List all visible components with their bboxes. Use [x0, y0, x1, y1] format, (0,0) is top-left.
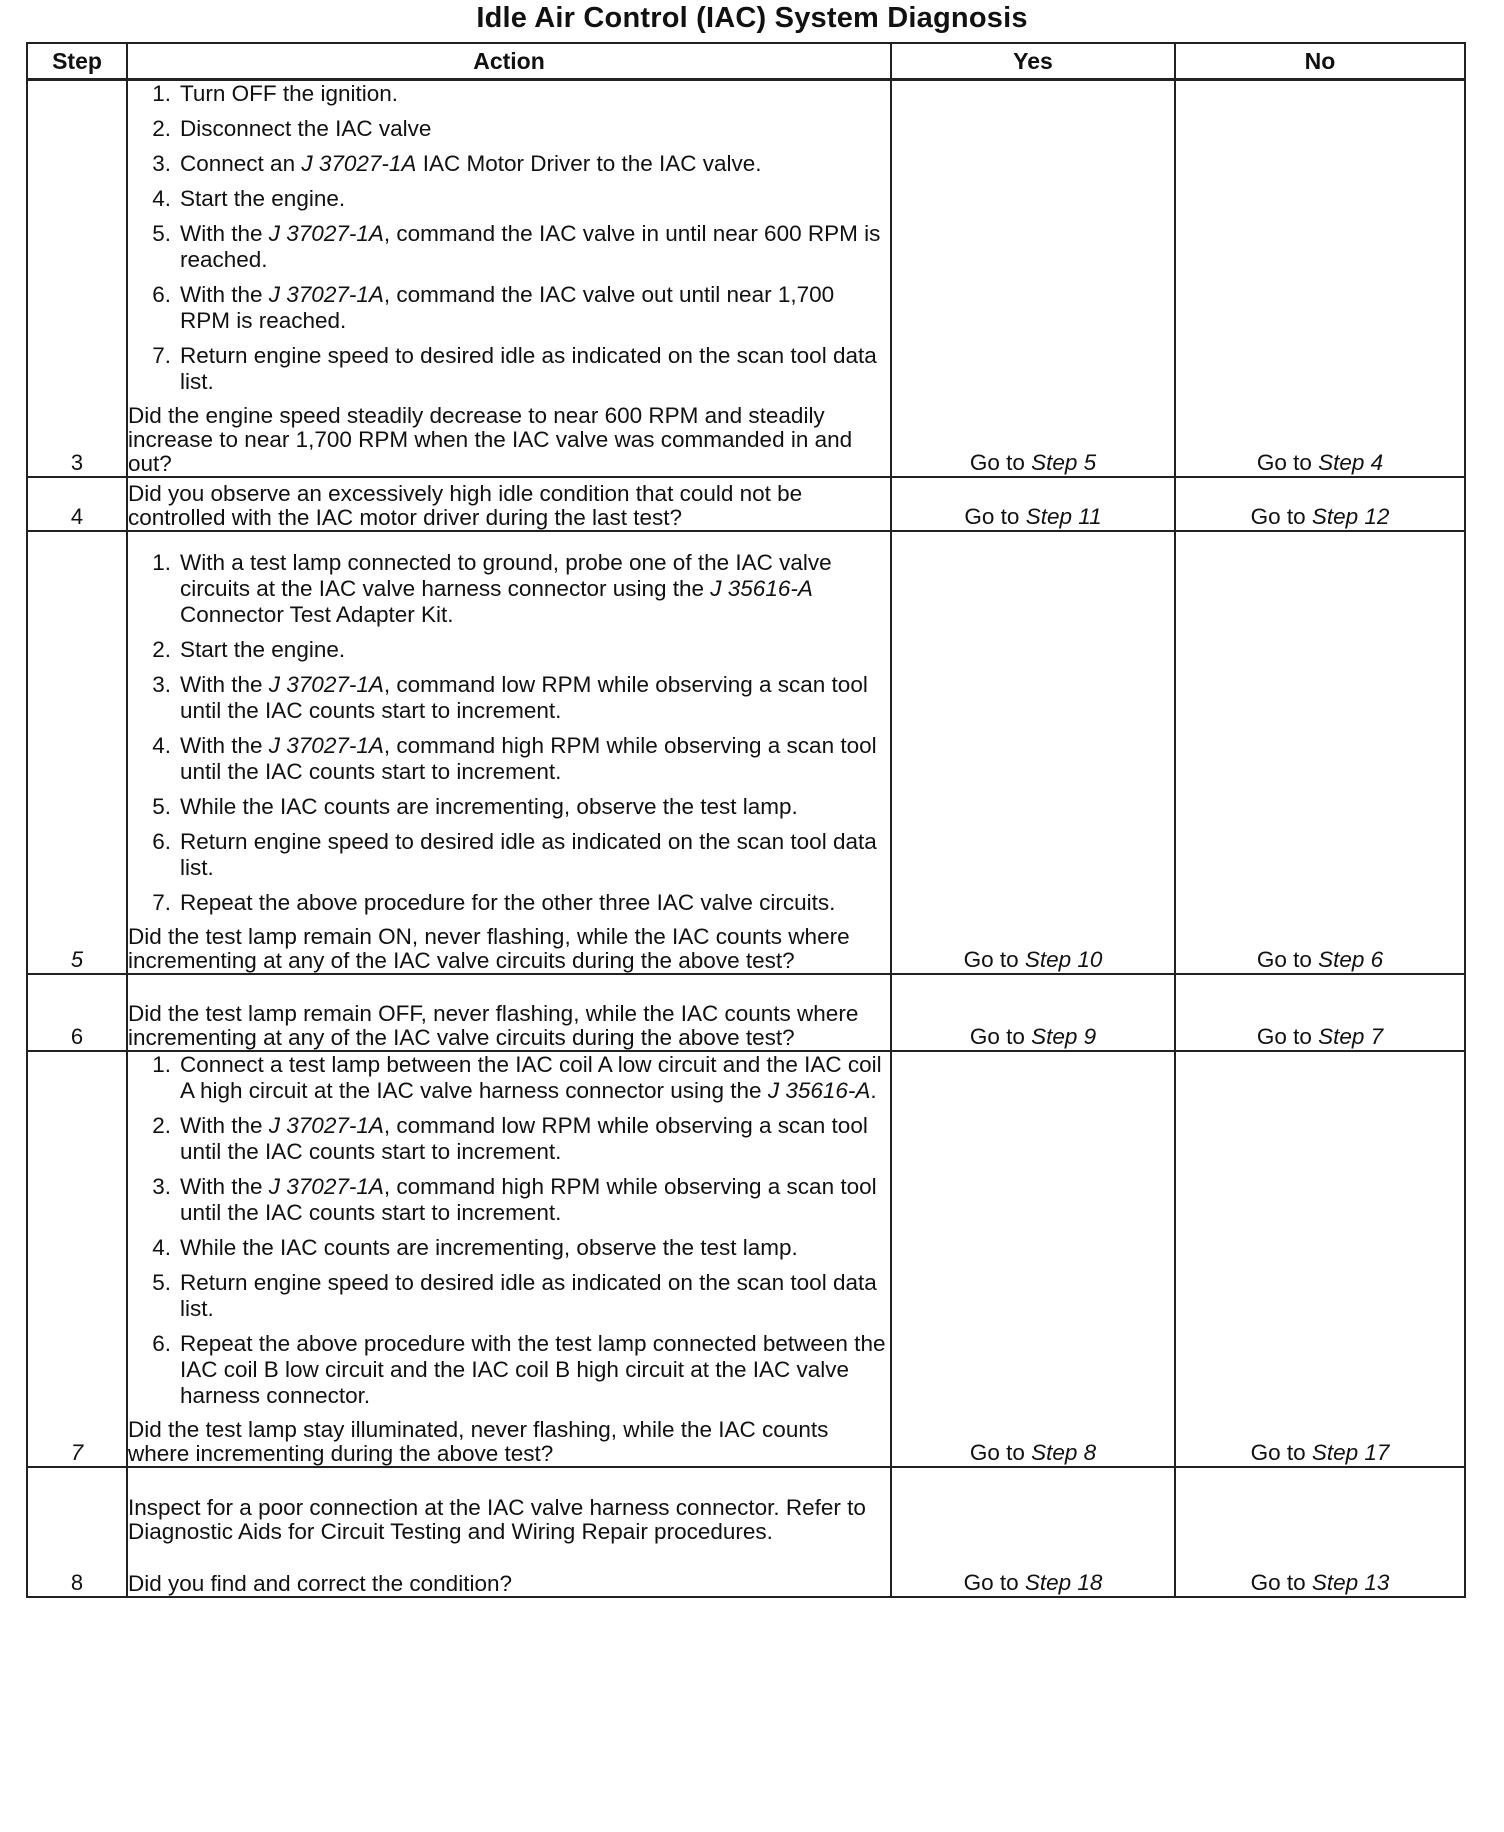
step-link[interactable]: Step 13: [1311, 1570, 1390, 1595]
procedure-list: [128, 550, 890, 916]
yes-result: [891, 1467, 1175, 1597]
procedure-item: [128, 1235, 890, 1261]
tool-reference: J 37027-1A: [268, 1174, 384, 1199]
procedure-item-number: 3.: [152, 672, 171, 697]
text-run: Turn OFF the ignition.: [180, 81, 399, 106]
procedure-item-text: [180, 221, 890, 273]
header-step: Step: [27, 43, 127, 80]
text-run: With the: [180, 1174, 269, 1199]
no-result: [1175, 974, 1465, 1051]
text-run: , command low RPM while observing a scan tool until the IAC counts start to increment.: [180, 1113, 868, 1164]
no-result: [1175, 80, 1465, 478]
procedure-item: [128, 550, 890, 628]
go-to-label: Go to: [969, 450, 1025, 475]
tool-reference: J 37027-1A: [268, 282, 384, 307]
procedure-item-text: [180, 1235, 890, 1261]
text-run: While the IAC counts are incrementing, observe the test lamp.: [180, 794, 798, 819]
text-run: , command high RPM while observing a scan tool until the IAC counts start to increment.: [180, 1174, 877, 1225]
procedure-item-number: 5.: [152, 794, 171, 819]
step-link[interactable]: Step 9: [1031, 1024, 1097, 1049]
procedure-item: [128, 890, 890, 916]
text-run: , command the IAC valve out until near 1,700 RPM is reached.: [180, 282, 835, 333]
procedure-item-text: [180, 151, 890, 177]
procedure-item-text: [180, 829, 890, 881]
table-row: [27, 477, 1465, 531]
table-header-row: [27, 43, 1465, 80]
procedure-item: [128, 1331, 890, 1409]
procedure-item-text: [180, 81, 890, 107]
text-run: , command high RPM while observing a scan tool until the IAC counts start to increment.: [180, 733, 877, 784]
text-run: Connect an: [180, 151, 302, 176]
text-run: With the: [180, 282, 269, 307]
diagnostic-question: Did the test lamp remain ON, never flashing, while the IAC counts where incrementing at any of the IAC valve circuits during the above test?: [128, 924, 850, 973]
tool-reference: J 35616-A: [710, 576, 813, 601]
procedure-item: [128, 794, 890, 820]
go-to-label: Go to: [1250, 1570, 1306, 1595]
procedure-item-text: [180, 1113, 890, 1165]
go-to-label: Go to: [1250, 504, 1306, 529]
go-to-label: Go to: [1256, 1024, 1312, 1049]
text-run: Return engine speed to desired idle as indicated on the scan tool data list.: [180, 829, 877, 880]
text-run: Start the engine.: [180, 186, 346, 211]
text-run: Repeat the above procedure for the other three IAC valve circuits.: [180, 890, 836, 915]
step-link[interactable]: Step 4: [1318, 450, 1384, 475]
text-run: While the IAC counts are incrementing, observe the test lamp.: [180, 1235, 798, 1260]
step-number: 4: [27, 477, 127, 531]
procedure-item: [128, 343, 890, 395]
text-run: With a test lamp connected to ground, probe one of the IAC valve circuits at the IAC valve harness connector using the: [180, 550, 832, 601]
yes-result: [891, 1051, 1175, 1467]
diagnostic-question: Did the test lamp remain OFF, never flashing, while the IAC counts where incrementing at any of the IAC valve circuits during the above test?: [128, 1001, 859, 1050]
procedure-item-number: 7.: [152, 343, 171, 368]
procedure-item-number: 4.: [152, 186, 171, 211]
procedure-item: [128, 1052, 890, 1104]
text-run: Return engine speed to desired idle as indicated on the scan tool data list.: [180, 1270, 877, 1321]
step-link[interactable]: Step 10: [1024, 947, 1103, 972]
procedure-item-text: [180, 1270, 890, 1322]
procedure-item-number: 6.: [152, 282, 171, 307]
procedure-item: [128, 81, 890, 107]
procedure-list: [128, 81, 890, 395]
no-result: [1175, 1051, 1465, 1467]
procedure-item-number: 6.: [152, 829, 171, 854]
procedure-item-number: 5.: [152, 221, 171, 246]
page-title: Idle Air Control (IAC) System Diagnosis: [476, 2, 1028, 34]
procedure-item: [128, 637, 890, 663]
table-row: [27, 531, 1465, 974]
yes-result: [891, 477, 1175, 531]
procedure-item-number: 7.: [152, 890, 171, 915]
table-row: [27, 80, 1465, 478]
procedure-item: [128, 672, 890, 724]
action-instruction: Inspect for a poor connection at the IAC valve harness connector. Refer to Diagnostic Aids for Circuit Testing and Wiring Repair procedures.: [128, 1495, 866, 1544]
step-number: 6: [27, 974, 127, 1051]
step-link[interactable]: Step 7: [1318, 1024, 1384, 1049]
step-link[interactable]: Step 5: [1031, 450, 1097, 475]
procedure-item-text: [180, 343, 890, 395]
text-run: With the: [180, 733, 269, 758]
diagnostic-question: Did the test lamp stay illuminated, never flashing, while the IAC counts where incrementing during the above test?: [128, 1417, 829, 1466]
procedure-item: [128, 116, 890, 142]
text-run: With the: [180, 1113, 269, 1138]
table-row: [27, 974, 1465, 1051]
procedure-item-text: [180, 672, 890, 724]
procedure-item-number: 1.: [152, 550, 171, 575]
action-cell: [127, 80, 891, 478]
procedure-item: [128, 221, 890, 273]
header-action: Action: [127, 43, 891, 80]
procedure-item-number: 2.: [152, 1113, 171, 1138]
table-row: [27, 1467, 1465, 1597]
yes-result: [891, 974, 1175, 1051]
procedure-item-text: [180, 890, 890, 916]
procedure-list: [128, 1052, 890, 1409]
procedure-item-number: 2.: [152, 637, 171, 662]
text-run: Connector Test Adapter Kit.: [180, 602, 454, 627]
step-link[interactable]: Step 8: [1031, 1440, 1097, 1465]
procedure-item-text: [180, 637, 890, 663]
go-to-label: Go to: [969, 1024, 1025, 1049]
action-cell: [127, 477, 891, 531]
step-number: 7: [27, 1051, 127, 1467]
go-to-label: Go to: [969, 1440, 1025, 1465]
diagnosis-table: [26, 42, 1466, 1598]
text-run: Start the engine.: [180, 637, 346, 662]
diagnostic-question: Did the engine speed steadily decrease to near 600 RPM and steadily increase to near 1,700 RPM when the IAC valve was commanded in and out?: [128, 403, 853, 476]
step-number: 8: [27, 1467, 127, 1597]
procedure-item: [128, 829, 890, 881]
no-result: [1175, 531, 1465, 974]
no-result: [1175, 1467, 1465, 1597]
tool-reference: J 37027-1A: [268, 733, 384, 758]
text-run: Repeat the above procedure with the test lamp connected between the IAC coil B low circuit and the IAC coil B high circuit at the IAC valve harness connector.: [180, 1331, 886, 1408]
no-result: [1175, 477, 1465, 531]
text-run: .: [870, 1078, 877, 1103]
procedure-item-number: 4.: [152, 1235, 171, 1260]
procedure-item-number: 5.: [152, 1270, 171, 1295]
tool-reference: J 37027-1A: [268, 672, 384, 697]
procedure-item: [128, 1270, 890, 1322]
procedure-item: [128, 1113, 890, 1165]
text-run: Connect a test lamp between the IAC coil A low circuit and the IAC coil A high circuit at the IAC valve harness connector using the: [180, 1052, 882, 1103]
procedure-item-text: [180, 794, 890, 820]
step-link[interactable]: Step 12: [1311, 504, 1390, 529]
text-run: Return engine speed to desired idle as indicated on the scan tool data list.: [180, 343, 877, 394]
action-cell: [127, 1051, 891, 1467]
header-yes: Yes: [891, 43, 1175, 80]
text-run: , command low RPM while observing a scan tool until the IAC counts start to increment.: [180, 672, 868, 723]
procedure-item-number: 4.: [152, 733, 171, 758]
tool-reference: J 35616-A: [767, 1078, 871, 1103]
text-run: , command the IAC valve in until near 600 RPM is reached.: [180, 221, 881, 272]
action-cell: [127, 1467, 891, 1597]
procedure-item-number: 1.: [152, 81, 171, 106]
procedure-item-text: [180, 1052, 890, 1104]
yes-result: [891, 80, 1175, 478]
step-number: 5: [27, 531, 127, 974]
action-cell: [127, 531, 891, 974]
go-to-label: Go to: [964, 504, 1020, 529]
procedure-item-number: 2.: [152, 116, 171, 141]
procedure-item-text: [180, 1331, 890, 1409]
procedure-item-number: 3.: [152, 1174, 171, 1199]
go-to-label: Go to: [1250, 1440, 1306, 1465]
procedure-item: [128, 1174, 890, 1226]
go-to-label: Go to: [963, 1570, 1019, 1595]
procedure-item: [128, 733, 890, 785]
header-no: No: [1175, 43, 1465, 80]
tool-reference: J 37027-1A: [268, 221, 384, 246]
go-to-label: Go to: [1256, 947, 1312, 972]
procedure-item-text: [180, 733, 890, 785]
procedure-item: [128, 151, 890, 177]
step-link[interactable]: Step 17: [1311, 1440, 1390, 1465]
procedure-item-number: 1.: [152, 1052, 171, 1077]
action-cell: [127, 974, 891, 1051]
table-row: [27, 1051, 1465, 1467]
step-link[interactable]: Step 18: [1024, 1570, 1103, 1595]
procedure-item-number: 6.: [152, 1331, 171, 1356]
procedure-item-text: [180, 282, 890, 334]
text-run: With the: [180, 672, 269, 697]
procedure-item-number: 3.: [152, 151, 171, 176]
procedure-item-text: [180, 116, 890, 142]
table-body: [27, 80, 1465, 1598]
diagnostic-question: Did you observe an excessively high idle condition that could not be controlled with the IAC motor driver during the last test?: [128, 481, 803, 530]
step-link[interactable]: Step 11: [1025, 504, 1102, 529]
tool-reference: J 37027-1A: [301, 151, 417, 176]
tool-reference: J 37027-1A: [268, 1113, 384, 1138]
go-to-label: Go to: [963, 947, 1019, 972]
procedure-item-text: [180, 1174, 890, 1226]
procedure-item-text: [180, 186, 890, 212]
procedure-item: [128, 282, 890, 334]
step-link[interactable]: Step 6: [1318, 947, 1384, 972]
text-run: With the: [180, 221, 269, 246]
procedure-item-text: [180, 550, 890, 628]
go-to-label: Go to: [1256, 450, 1312, 475]
procedure-item: [128, 186, 890, 212]
text-run: IAC Motor Driver to the IAC valve.: [416, 151, 762, 176]
step-number: 3: [27, 80, 127, 478]
yes-result: [891, 531, 1175, 974]
text-run: Disconnect the IAC valve: [180, 116, 432, 141]
diagnostic-question: Did you find and correct the condition?: [128, 1571, 512, 1596]
